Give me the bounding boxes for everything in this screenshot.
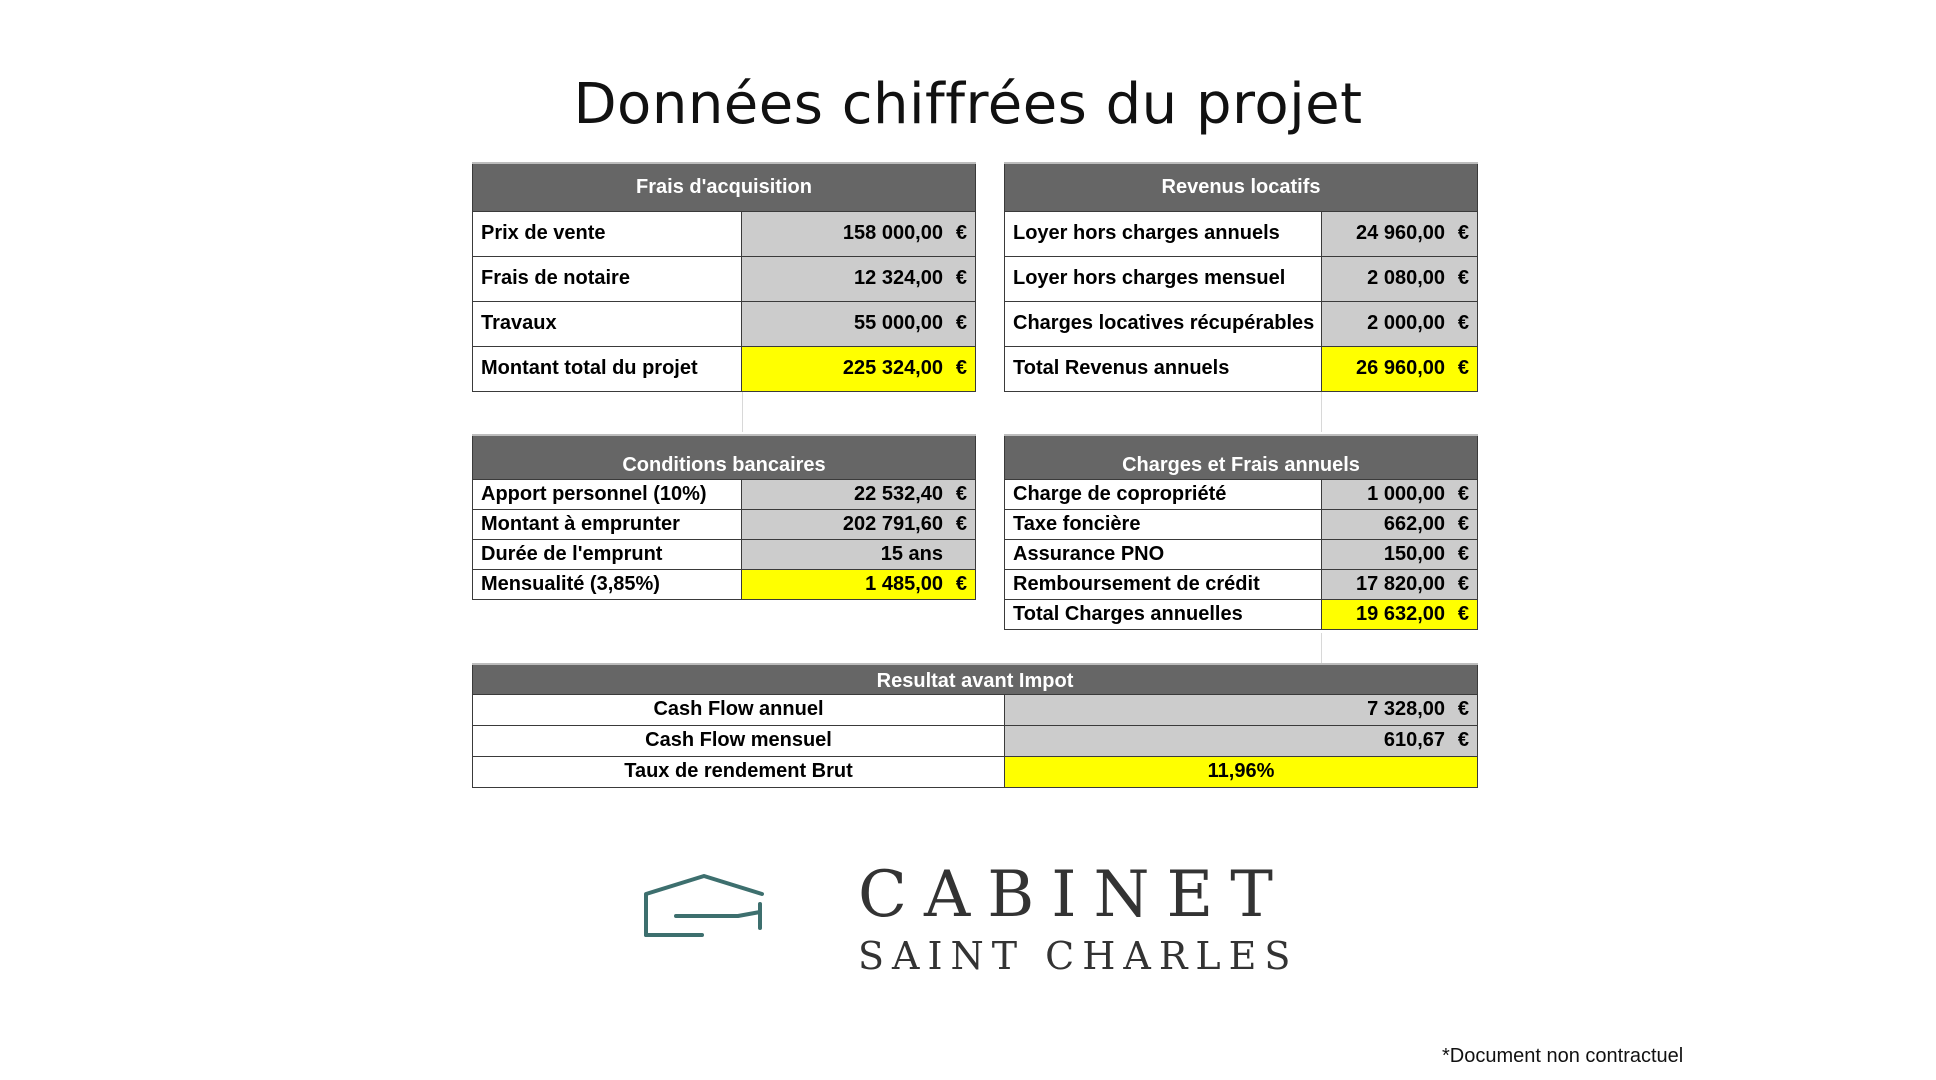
resultat-table: [472, 663, 1478, 788]
acquisition-header: Frais d'acquisition: [473, 163, 976, 211]
gridline: [1321, 633, 1322, 663]
disclaimer: *Document non contractuel: [1442, 1045, 1684, 1067]
resultat-label: Cash Flow annuel: [473, 694, 1005, 725]
brand-name: CABINET: [858, 858, 1290, 932]
charges-value: 1 000,00 €: [1322, 479, 1478, 509]
resultat-total-label: Taux de rendement Brut: [473, 756, 1005, 787]
page-title: Données chiffrées du projet: [573, 72, 1363, 137]
acquisition-value: 12 324,00 €: [742, 256, 976, 301]
resultat-label: Cash Flow mensuel: [473, 725, 1005, 756]
charges-total-label: Total Charges annuelles: [1005, 599, 1322, 629]
charges-label: Taxe foncière: [1005, 509, 1322, 539]
house-roof-icon: [642, 860, 772, 940]
charges-value: 17 820,00 €: [1322, 569, 1478, 599]
acquisition-total-value: 225 324,00 €: [742, 346, 976, 391]
brand-subtitle: SAINT CHARLES: [858, 934, 1299, 978]
resultat-value: 7 328,00 €: [1005, 694, 1478, 725]
charges-label: Charge de copropriété: [1005, 479, 1322, 509]
bancaires-label: Durée de l'emprunt: [473, 539, 742, 569]
acquisition-label: Travaux: [473, 301, 742, 346]
resultat-total-value: 11,96%: [1005, 756, 1478, 787]
acquisition-value: 55 000,00 €: [742, 301, 976, 346]
charges-header: Charges et Frais annuels: [1005, 435, 1478, 479]
acquisition-label: Prix de vente: [473, 211, 742, 256]
bancaires-value: 22 532,40 €: [742, 479, 976, 509]
revenus-table: [1004, 162, 1478, 392]
revenus-value: 2 000,00 €: [1322, 301, 1478, 346]
bancaires-total-value: 1 485,00 €: [742, 569, 976, 599]
resultat-header: Resultat avant Impot: [473, 664, 1478, 694]
bancaires-label: Montant à emprunter: [473, 509, 742, 539]
bancaires-label: Apport personnel (10%): [473, 479, 742, 509]
charges-label: Assurance PNO: [1005, 539, 1322, 569]
resultat-value: 610,67 €: [1005, 725, 1478, 756]
bancaires-value: 202 791,60 €: [742, 509, 976, 539]
revenus-label: Loyer hors charges mensuel: [1005, 256, 1322, 301]
bancaires-header: Conditions bancaires: [473, 435, 976, 479]
acquisition-label: Frais de notaire: [473, 256, 742, 301]
charges-table: [1004, 434, 1478, 630]
charges-value: 150,00 €: [1322, 539, 1478, 569]
revenus-total-value: 26 960,00 €: [1322, 346, 1478, 391]
bancaires-value: 15 ans: [742, 539, 976, 569]
revenus-value: 24 960,00 €: [1322, 211, 1478, 256]
charges-total-value: 19 632,00 €: [1322, 599, 1478, 629]
acquisition-table: [472, 162, 976, 392]
bancaires-table: [472, 434, 976, 600]
acquisition-value: 158 000,00 €: [742, 211, 976, 256]
charges-value: 662,00 €: [1322, 509, 1478, 539]
acquisition-total-label: Montant total du projet: [473, 346, 742, 391]
revenus-label: Charges locatives récupérables: [1005, 301, 1322, 346]
bancaires-total-label: Mensualité (3,85%): [473, 569, 742, 599]
revenus-label: Loyer hors charges annuels: [1005, 211, 1322, 256]
revenus-value: 2 080,00 €: [1322, 256, 1478, 301]
gridline: [742, 392, 743, 432]
charges-label: Remboursement de crédit: [1005, 569, 1322, 599]
revenus-header: Revenus locatifs: [1005, 163, 1478, 211]
revenus-total-label: Total Revenus annuels: [1005, 346, 1322, 391]
gridline: [1321, 392, 1322, 432]
